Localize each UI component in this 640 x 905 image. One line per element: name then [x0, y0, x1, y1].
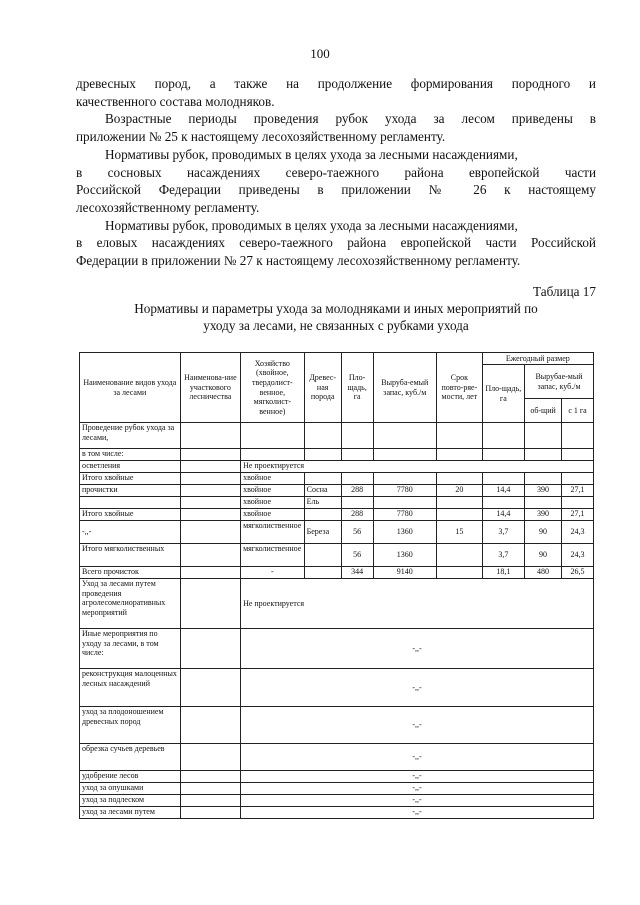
table-row: [80, 473, 594, 485]
cell-species: Сосна: [304, 485, 341, 497]
table-row: [80, 423, 594, 449]
cell-value: 90: [525, 544, 562, 567]
table-title-line-1: Нормативы и параметры ухода за молодняками и иных мероприятий по: [134, 301, 538, 316]
cell-value: 56: [341, 544, 373, 567]
cell-farm: хвойное: [241, 509, 305, 521]
col-annual-area: Пло-щадь, га: [482, 365, 524, 423]
cell-value: 14,4: [482, 485, 524, 497]
col-annual-stock: Вырубае-мый запас, куб./м: [525, 365, 594, 399]
table-row: [80, 449, 594, 461]
table-row: [80, 461, 594, 473]
col-species: Древес-ная порода: [304, 353, 341, 423]
row-label: Итого хвойные: [80, 509, 181, 521]
cell-value: 1360: [373, 521, 437, 544]
table-row: [80, 579, 594, 629]
row-label: Всего прочисток: [80, 567, 181, 579]
para-3-line-2: в сосновых насаждениях северо-таежного района европейской части: [76, 164, 596, 180]
cell-ditto: -,,-: [241, 669, 594, 707]
row-label: уход за плодоношением древесных пород: [80, 707, 181, 744]
table-row: [80, 771, 594, 783]
table-row: [80, 669, 594, 707]
table-row: [80, 544, 594, 567]
cell-value: 9140: [373, 567, 437, 579]
cell-farm: хвойное: [241, 485, 305, 497]
cell-note: Не проектируется: [241, 461, 594, 473]
cell-value: 24,3: [562, 521, 594, 544]
cell-value: 3,7: [482, 521, 524, 544]
row-label: осветления: [80, 461, 181, 473]
col-cut-stock: Выруба-емый запас, куб./м: [373, 353, 437, 423]
table-row: [80, 509, 594, 521]
row-label: -,,-: [80, 521, 181, 544]
cell-ditto: -,,-: [241, 629, 594, 669]
para-1-line-1: древесных пород, а также на продолжение формирования породного и: [76, 76, 596, 91]
cell-value: 288: [341, 509, 373, 521]
table-row: [80, 707, 594, 744]
col-name: Наименование видов ухода за лесами: [80, 353, 181, 423]
table-row: [80, 807, 594, 819]
cell-value: 390: [525, 509, 562, 521]
cell-value: 3,7: [482, 544, 524, 567]
table-row: [80, 744, 594, 771]
table-row: [80, 521, 594, 544]
row-label: Уход за лесами путем проведения агролесомелиоративных мероприятий: [80, 579, 181, 629]
cell-value: 24,3: [562, 544, 594, 567]
para-3-line-4: лесохозяйственному регламенту.: [76, 199, 260, 215]
cell-ditto: -,,-: [241, 807, 594, 819]
row-label: Итого хвойные: [80, 473, 181, 485]
row-label: уход за опушками: [80, 783, 181, 795]
col-farm: Хозяйство (хвойное, твердолист-венное, мягколист-венное): [241, 353, 305, 423]
row-label: прочистки: [80, 485, 181, 497]
cell-farm: -: [241, 567, 305, 579]
para-4-line-2: в еловых насаждениях северо-таежного района европейской части Российской: [76, 235, 596, 251]
cell-species: Береза: [304, 521, 341, 544]
col-annual: Ежегодный размер: [482, 353, 593, 365]
cell-ditto: -,,-: [241, 795, 594, 807]
cell-value: 18,1: [482, 567, 524, 579]
row-label: в том числе:: [80, 449, 181, 461]
row-label: Иные мероприятия по уходу за лесами, в том числе:: [80, 629, 181, 669]
cell-value: 27,1: [562, 485, 594, 497]
cell-farm: мягколиственное: [241, 521, 305, 544]
row-label: уход за подлеском: [80, 795, 181, 807]
cell-value: 7780: [373, 485, 437, 497]
cell-value: 14,4: [482, 509, 524, 521]
cell-ditto: -,,-: [241, 783, 594, 795]
para-4-line-1: Нормативы рубок, проводимых в целях ухода за лесными насаждениями,: [105, 217, 518, 233]
table-title-line-2: уходу за лесами, не связанных с рубками ухода: [203, 318, 469, 333]
standards-table: [79, 352, 594, 819]
row-label: уход за лесами путем: [80, 807, 181, 819]
cell-value: 7780: [373, 509, 437, 521]
cell-species: Ель: [304, 497, 341, 509]
para-4-line-3: Федерации в приложении № 27 к настоящему лесохозяйственному регламенту.: [76, 253, 521, 269]
table-row: [80, 795, 594, 807]
row-label: реконструкция малоценных лесных насаждений: [80, 669, 181, 707]
col-period: Срок повто-ряе-мости, лет: [437, 353, 483, 423]
para-3-line-1: Нормативы рубок, проводимых в целях ухода за лесными насаждениями,: [105, 146, 518, 162]
cell-value: 26,5: [562, 567, 594, 579]
cell-farm: хвойное: [241, 473, 305, 485]
table-number: Таблица 17: [533, 284, 596, 299]
cell-value: 56: [341, 521, 373, 544]
row-label: обрезка сучьев деревьев: [80, 744, 181, 771]
para-3-line-3: Российской Федерации приведены в приложении № 26 к настоящему: [76, 182, 596, 198]
cell-value: 90: [525, 521, 562, 544]
cell-value: 15: [437, 521, 483, 544]
cell-value: 344: [341, 567, 373, 579]
body-text: [76, 75, 596, 270]
table-title: [76, 300, 596, 334]
cell-value: 480: [525, 567, 562, 579]
cell-farm: хвойное: [241, 497, 305, 509]
row-label: Итого мягколиственных: [80, 544, 181, 567]
cell-ditto: -,,-: [241, 707, 594, 744]
row-label: удобрение лесов: [80, 771, 181, 783]
table-row: [80, 567, 594, 579]
col-area: Пло-щадь, га: [341, 353, 373, 423]
table-row: [80, 485, 594, 497]
header-row-1: [80, 353, 594, 365]
cell-farm: мягколиственное: [241, 544, 305, 567]
cell-value: 390: [525, 485, 562, 497]
para-2-line-1: Возрастные периоды проведения рубок ухода за лесом приведены в: [105, 111, 596, 127]
row-label: Проведение рубок ухода за лесами,: [80, 423, 181, 449]
cell-note: Не проектируется: [241, 579, 594, 629]
para-1-line-2: качественного состава молодняков.: [76, 93, 275, 109]
col-total: об-щий: [525, 399, 562, 423]
cell-value: 20: [437, 485, 483, 497]
table-row: [80, 783, 594, 795]
page-number: 100: [310, 46, 330, 61]
cell-value: 27,1: [562, 509, 594, 521]
col-per-ha: с 1 га: [562, 399, 594, 423]
para-2-line-2: приложении № 25 к настоящему лесохозяйственному регламенту.: [76, 129, 446, 145]
table-row: [80, 497, 594, 509]
col-district: Наименова-ние участкового лесничества: [180, 353, 240, 423]
cell-ditto: -,,-: [241, 744, 594, 771]
cell-value: 1360: [373, 544, 437, 567]
table-row: [80, 629, 594, 669]
cell-value: 288: [341, 485, 373, 497]
cell-ditto: -,,-: [241, 771, 594, 783]
